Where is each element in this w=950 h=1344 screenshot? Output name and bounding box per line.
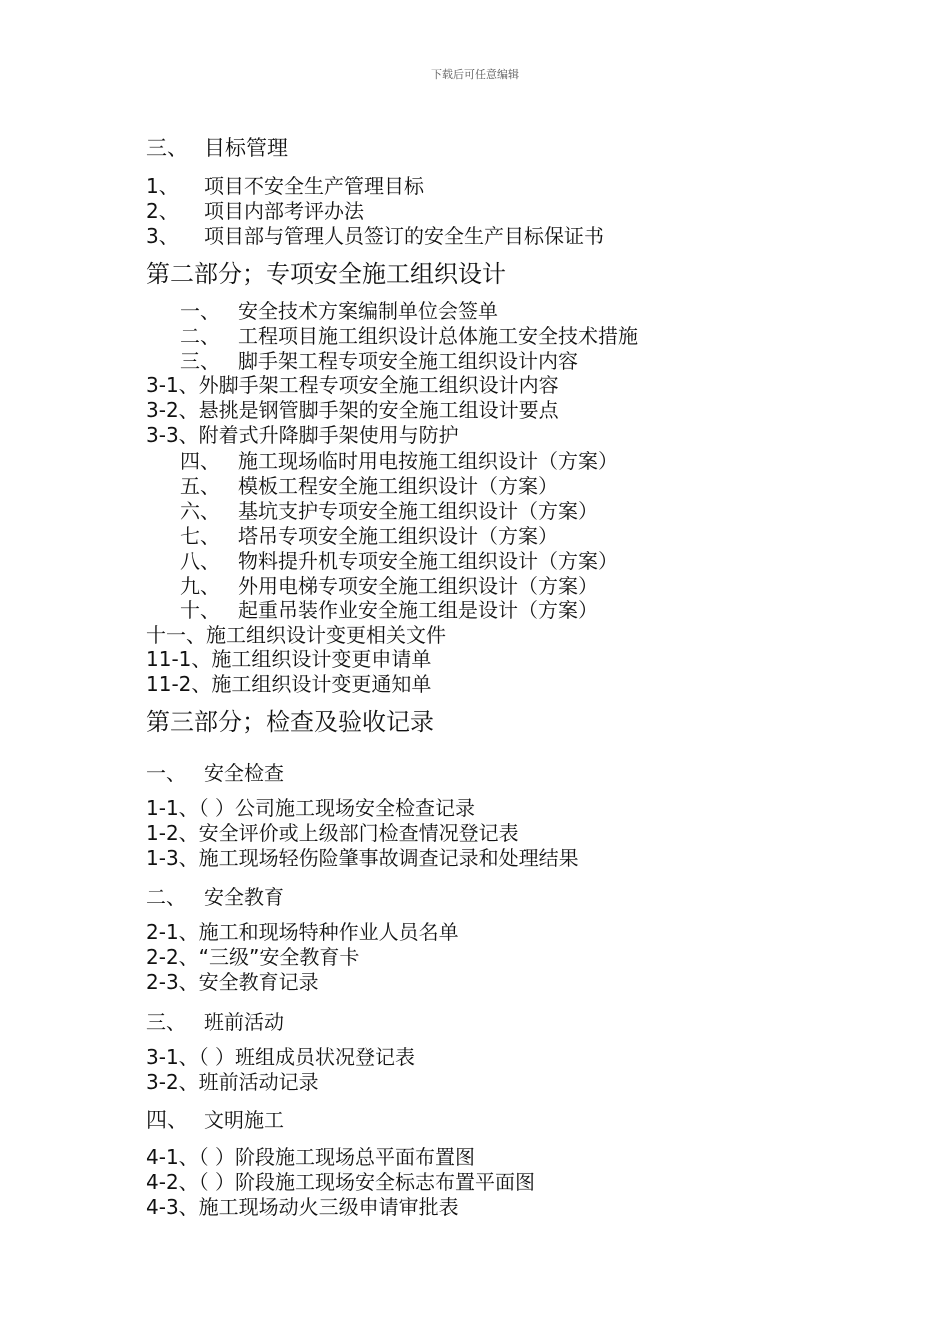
list-item: 十一、施工组织设计变更相关文件: [146, 623, 446, 647]
sub-list-item: 3-1、外脚手架工程专项安全施工组织设计内容: [146, 373, 559, 397]
list-item: 2、 项目内部考评办法: [146, 199, 364, 223]
sub-list-item: 3-3、附着式升降脚手架使用与防护: [146, 423, 459, 447]
sub-list-item: 2-1、施工和现场特种作业人员名单: [146, 920, 459, 944]
section-heading: 二、 安全教育: [146, 885, 284, 909]
sub-list-item: 4-1、（ ）阶段施工现场总平面布置图: [146, 1145, 476, 1169]
list-item: 八、 物料提升机专项安全施工组织设计（方案）: [180, 549, 618, 573]
sub-list-item: 3-2、班前活动记录: [146, 1070, 319, 1094]
list-item: 三、 脚手架工程专项安全施工组织设计内容: [180, 349, 578, 373]
section-number: 三、: [146, 136, 188, 160]
sub-list-item: 3-1、（ ）班组成员状况登记表: [146, 1045, 416, 1069]
section-heading: 四、 文明施工: [146, 1108, 284, 1132]
section-heading: 三、 班前活动: [146, 1010, 284, 1034]
list-item: 五、 模板工程安全施工组织设计（方案）: [180, 474, 558, 498]
list-item: 六、 基坑支护专项安全施工组织设计（方案）: [180, 499, 598, 523]
list-item: 3、 项目部与管理人员签订的安全生产目标保证书: [146, 224, 604, 248]
list-item: 二、 工程项目施工组织设计总体施工安全技术措施: [180, 324, 638, 348]
list-item: 十、 起重吊装作业安全施工组是设计（方案）: [180, 598, 598, 622]
sub-list-item: 11-2、施工组织设计变更通知单: [146, 672, 432, 696]
sub-list-item: 11-1、施工组织设计变更申请单: [146, 647, 432, 671]
sub-list-item: 1-3、施工现场轻伤险肇事故调查记录和处理结果: [146, 846, 579, 870]
section-heading-target: [146, 138, 288, 159]
list-item: 一、 安全技术方案编制单位会签单: [180, 299, 498, 323]
list-item: 四、 施工现场临时用电按施工组织设计（方案）: [180, 449, 618, 473]
sub-list-item: 2-3、安全教育记录: [146, 970, 319, 994]
section-heading: 一、 安全检查: [146, 761, 284, 785]
list-item: 九、 外用电梯专项安全施工组织设计（方案）: [180, 574, 598, 598]
part-title: 第二部分；专项安全施工组织设计: [146, 260, 506, 288]
sub-list-item: 1-2、安全评价或上级部门检查情况登记表: [146, 821, 519, 845]
sub-list-item: 1-1、（ ）公司施工现场安全检查记录: [146, 796, 476, 820]
sub-list-item: 4-3、施工现场动火三级申请审批表: [146, 1195, 459, 1219]
sub-list-item: 2-2、“三级”安全教育卡: [146, 945, 360, 969]
list-item: 七、 塔吊专项安全施工组织设计（方案）: [180, 524, 558, 548]
list-item: 1、 项目不安全生产管理目标: [146, 174, 424, 198]
page-header: 下载后可任意编辑: [431, 68, 519, 81]
part-title: 第三部分；检查及验收记录: [146, 708, 434, 736]
sub-list-item: 4-2、（ ）阶段施工现场安全标志布置平面图: [146, 1170, 536, 1194]
sub-list-item: 3-2、悬挑是钢管脚手架的安全施工组设计要点: [146, 398, 559, 422]
section-title: 目标管理: [204, 136, 288, 160]
